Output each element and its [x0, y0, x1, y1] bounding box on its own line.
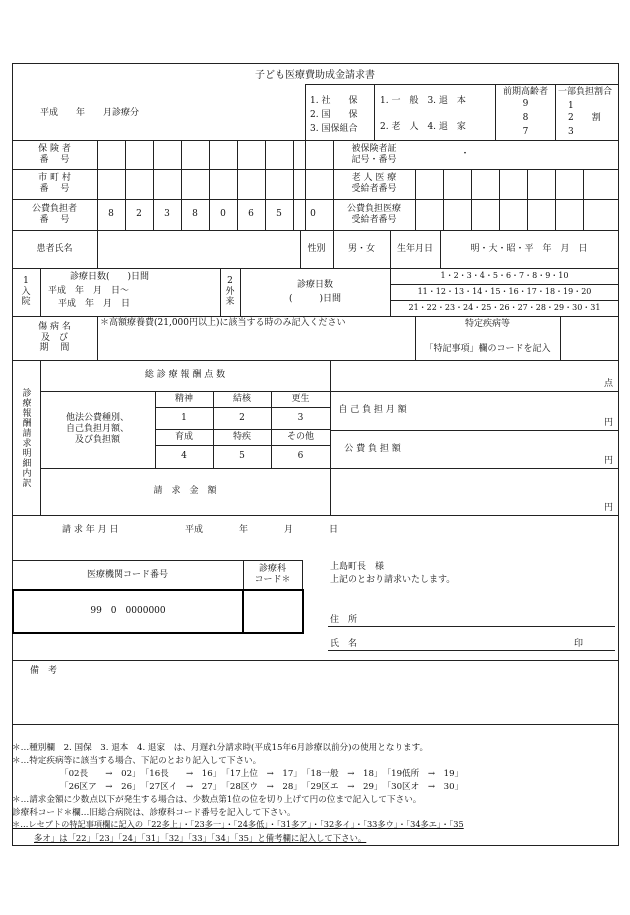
public-recipient-label: 公費負担医療 受給者番号 — [346, 203, 401, 225]
points-unit: 点 — [604, 379, 614, 389]
form-title: 子ども医療費助成金請求書 — [255, 70, 375, 81]
public-payer-digit[interactable]: 5 — [276, 209, 282, 220]
copay-3[interactable]: 3 — [568, 127, 574, 137]
disease-label: 傷 病 名 及 び 期 間 — [38, 321, 71, 354]
public-pay-label: 公 費 負 担 額 — [344, 443, 401, 454]
inpatient-label: 1 入 院 — [21, 275, 31, 308]
outpatient-days-value[interactable]: ( )日間 — [288, 294, 342, 304]
grid-rehabilitation: 更生 — [291, 393, 310, 404]
note-department-code: 診療科コード＊欄…旧総合病院は、診療科コード番号を記入して下さい。 — [12, 808, 296, 818]
insured-id-label: 被保険者証 記号・番号 — [351, 143, 397, 165]
treatment-month[interactable]: 平成 年 月診療分 — [40, 108, 140, 118]
institution-code-value[interactable]: 99 0 0000000 — [90, 606, 166, 617]
grid-other: その他 — [286, 431, 314, 442]
elderly-7[interactable]: 7 — [522, 127, 529, 137]
addressee: 上島町長 様 — [330, 562, 385, 572]
sex-label: 性別 — [307, 243, 326, 254]
department-code-label: 診療科 コード＊ — [254, 564, 291, 585]
insured-id-separator: ・ — [460, 149, 470, 160]
public-payer-digit[interactable]: 6 — [248, 209, 254, 220]
note-type: ＊…種別欄 2. 国保 3. 退本 4. 退家 は、月遅れ分請求時(平成15年6月診療以前分)の使用となります。 — [12, 743, 429, 753]
grid-psychiatric: 精神 — [174, 393, 193, 404]
outpatient-label: 2 外 来 — [225, 275, 235, 308]
public-payer-digit[interactable]: 2 — [136, 209, 142, 220]
inpatient-to[interactable]: 平成 年 月 日 — [58, 299, 131, 309]
request-date-label: 請 求 年 月 日 — [62, 525, 119, 535]
inpatient-from[interactable]: 平成 年 月 日〜 — [48, 286, 130, 296]
other-public-label: 他法公費種別、 自己負担月額、 及び負担額 — [65, 413, 129, 445]
patient-name-label: 患者氏名 — [36, 243, 73, 254]
insurance-type-1[interactable]: 1. 社 保 — [310, 96, 358, 106]
yen-unit: 円 — [604, 418, 614, 428]
public-payer-label: 公費負担者 番 号 — [31, 203, 77, 225]
birth-date-label: 生年月日 — [396, 243, 433, 254]
note-rounding: ＊…請求金額に少数点以下が発生する場合は、少数点第1位の位を切り上げて円の位まで記入して下さい。 — [12, 795, 422, 805]
remarks-field[interactable] — [13, 680, 617, 720]
grid-upbringing: 育成 — [174, 431, 193, 442]
remarks-label: 備 考 — [30, 666, 58, 676]
total-points-label: 総 診 療 報 酬 点 数 — [144, 370, 226, 381]
grid-num-4[interactable]: 4 — [181, 451, 187, 462]
seal-mark: 印 — [574, 639, 584, 649]
specific-disease-note: 「特記事項」欄のコードを記入 — [424, 344, 551, 354]
calendar-row-1[interactable]: 1・2・3・4・5・6・7・8・9・10 — [440, 271, 569, 281]
insurance-type-3[interactable]: 3. 国保組合 — [310, 124, 358, 134]
conversion-row-2: 「26区ア → 26」 「27区イ → 27」 「28区ウ → 28」 「29区エ → 29」 「30区オ → 30」 — [60, 782, 464, 792]
public-payer-digit[interactable]: 0 — [220, 209, 226, 220]
address-label: 住 所 — [330, 615, 358, 625]
copay-1[interactable]: 1 — [568, 101, 574, 111]
copay-label: 一部負担割合 — [558, 87, 613, 97]
specific-disease-label: 特定疾病等 — [464, 319, 510, 329]
department-code-field[interactable] — [245, 591, 300, 632]
self-pay-label: 自 己 負 担 月 額 — [338, 405, 407, 416]
request-statement: 上記のとおり請求いたします。 — [330, 575, 456, 585]
name-label: 氏 名 — [330, 639, 358, 649]
insurer-number-label: 保 険 者 番 号 — [38, 143, 71, 165]
yen-unit: 円 — [604, 503, 614, 513]
category-row-1[interactable]: 1. 一 般 3. 退 本 — [380, 96, 466, 106]
request-date-value[interactable]: 平成 年 月 日 — [185, 525, 339, 535]
patient-name-field[interactable] — [98, 231, 299, 267]
elderly-recipient-label: 老 人 医 療 受給者番号 — [351, 173, 397, 194]
public-payer-digit[interactable]: 3 — [164, 209, 170, 220]
institution-code-label: 医療機関コード番号 — [86, 569, 168, 580]
breakdown-side-label: 診療報酬請求明細内訳 — [20, 387, 31, 488]
disease-note: ＊高額療養費(21,000円以上)に該当する時のみ記入ください — [100, 318, 346, 328]
public-payer-digit[interactable]: 8 — [192, 209, 198, 220]
sex-options[interactable]: 男・女 — [347, 243, 375, 254]
calendar-row-2[interactable]: 11・12・13・14・15・16・17・18・19・20 — [417, 287, 592, 297]
note-specific-disease: ＊…特定疾病等に該当する場合、下記のとおり記入して下さい。 — [12, 756, 262, 766]
elderly-label: 前期高齢者 — [502, 87, 548, 97]
grid-specific-disease: 特疾 — [232, 431, 251, 442]
yen-unit: 円 — [604, 456, 614, 466]
copay-2[interactable]: 2 割 — [568, 113, 601, 123]
insurance-type-2[interactable]: 2. 国 保 — [310, 110, 358, 120]
grid-num-5[interactable]: 5 — [239, 451, 245, 462]
grid-num-6[interactable]: 6 — [297, 451, 304, 462]
grid-tuberculosis: 結核 — [232, 393, 251, 404]
note-receipt-line-2: 多オ」は「22」「23」「24」「31」「32」「33」「34」「35」と備考欄に記入して下さい。 — [34, 833, 367, 843]
conversion-row-1: 「02長 → 02」 「16長 → 16」 「17上位 → 17」 「18一般 → 18」 「19低所 → 19」 — [60, 769, 464, 779]
claim-amount-label: 請 求 金 額 — [153, 486, 217, 497]
grid-num-2[interactable]: 2 — [239, 412, 245, 423]
elderly-8[interactable]: 8 — [522, 113, 529, 123]
note-receipt-line-1: ＊…レセプトの特記事項欄に記入の「22多上」・「23多一」・「24多低」・「31多ア」・「32多イ」・「33多ウ」・「34多エ」・「35 — [12, 819, 464, 829]
municipality-number-label: 市 町 村 番 号 — [38, 173, 71, 194]
calendar-row-3[interactable]: 21・22・23・24・25・26・27・28・29・30・31 — [408, 303, 601, 313]
public-payer-digit[interactable]: 8 — [108, 209, 114, 220]
grid-num-1[interactable]: 1 — [181, 412, 187, 423]
birth-date-value[interactable]: 明・大・昭・平 年 月 日 — [470, 243, 588, 254]
outpatient-days-label: 診療日数 — [296, 280, 333, 290]
grid-num-3[interactable]: 3 — [297, 412, 304, 423]
public-payer-digit[interactable]: 0 — [310, 209, 316, 220]
inpatient-days[interactable]: 診療日数( )日間 — [70, 272, 150, 282]
category-row-2[interactable]: 2. 老 人 4. 退 家 — [380, 122, 466, 132]
elderly-9[interactable]: 9 — [522, 99, 529, 109]
